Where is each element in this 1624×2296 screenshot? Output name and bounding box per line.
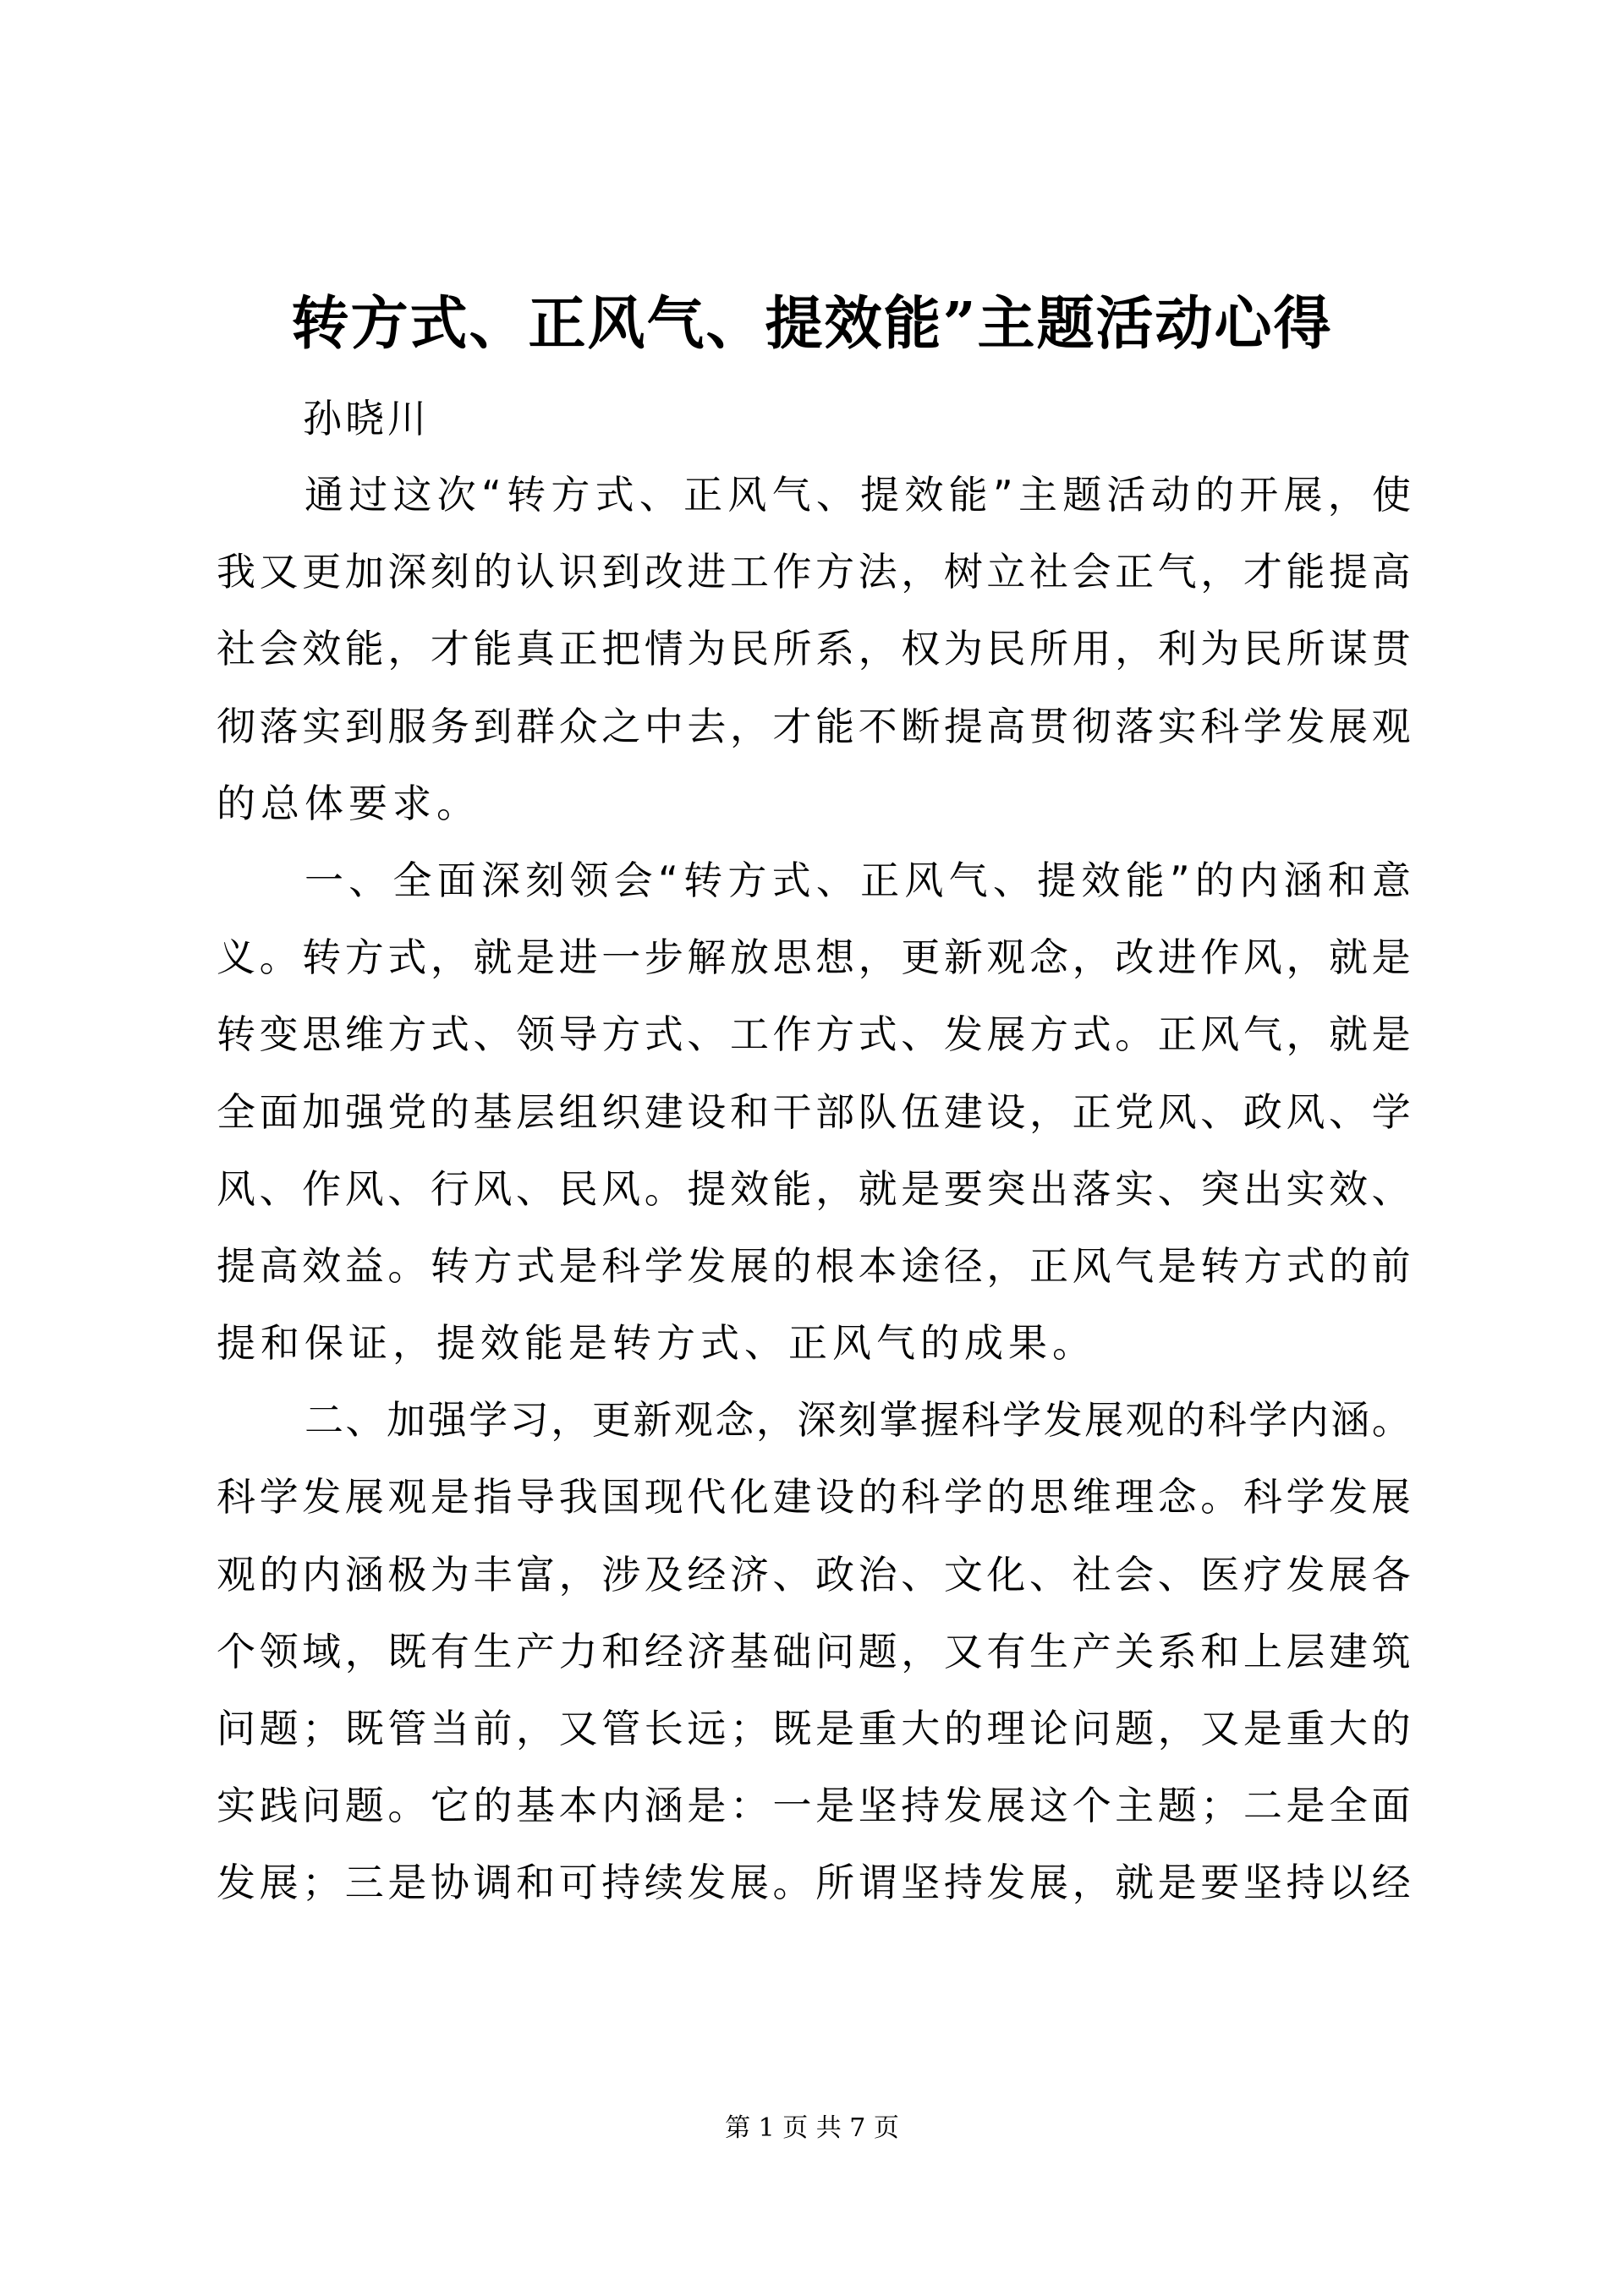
text-line: 发 展 ； 三 是 协 调 和 可 持 续 发 展 。 所 谓 坚 持 发 展 ， 就 是 要 坚 持 以 经 <box>217 1860 1411 1906</box>
text-line: 实 践 问 题 。 它 的 基 本 内 涵 是 ： 一 是 坚 持 发 展 这 个 主 题 ； 二 是 全 面 <box>217 1783 1411 1829</box>
text-line: 风 、 作 风 、 行 风 、 民 风 。 提 效 能 ， 就 是 要 突 出 落 实 、 突 出 实 效 、 <box>217 1165 1411 1212</box>
text-line: 义 。 转 方 式 ， 就 是 进 一 步 解 放 思 想 ， 更 新 观 念 ， 改 进 作 风 ， 就 是 <box>217 934 1411 981</box>
text-line: 全 面 加 强 党 的 基 层 组 织 建 设 和 干 部 队 伍 建 设 ， 正 党 风 、 政 风 、 学 <box>217 1088 1411 1135</box>
page-footer: 第 1 页 共 7 页 <box>725 2113 899 2143</box>
document-title: 转方式、正风气、提效能”主题活动心得 <box>291 290 1333 358</box>
text-line: 观 的 内 涵 极 为 丰 富 ， 涉 及 经 济 、 政 治 、 文 化 、 社 会 、 医 疗 发 展 各 <box>217 1551 1411 1597</box>
text-line: 转 变 思 维 方 式 、 领 导 方 式 、 工 作 方 式 、 发 展 方 式 。 正 风 气 ， 就 是 <box>217 1011 1411 1058</box>
text-line: 社 会 效 能 ， 才 能 真 正 把 情 为 民 所 系 ， 权 为 民 所 用 ， 利 为 民 所 谋 贯 <box>217 626 1411 672</box>
text-line: 的 总 体 要 求 。 <box>217 780 480 826</box>
text-line: 问 题 ； 既 管 当 前 ， 又 管 长 远 ； 既 是 重 大 的 理 论 问 题 ， 又 是 重 大 的 <box>217 1706 1411 1751</box>
text-line: 我 又 更 加 深 刻 的 认 识 到 改 进 工 作 方 法 ， 树 立 社 会 正 气 ， 才 能 提 高 <box>217 549 1411 595</box>
author-name: 孙晓川 <box>303 396 430 441</box>
document-body <box>217 457 1411 1922</box>
text-line: 彻 落 实 到 服 务 到 群 众 之 中 去 ， 才 能 不 断 提 高 贯 彻 落 实 科 学 发 展 观 <box>217 703 1411 749</box>
text-line: 一 、 全 面 深 刻 领 会 “ 转 方 式 、 正 风 气 、 提 效 能 ” 的 内 涵 和 意 <box>304 857 1411 903</box>
text-line: 个 领 域 ， 既 有 生 产 力 和 经 济 基 础 问 题 ， 又 有 生 产 关 系 和 上 层 建 筑 <box>217 1628 1411 1674</box>
text-line: 通 过 这 次 “ 转 方 式 、 正 风 气 、 提 效 能 ” 主 题 活 动 的 开 展 ， 使 <box>304 472 1411 518</box>
text-line: 二 、 加 强 学 习 ， 更 新 观 念 ， 深 刻 掌 握 科 学 发 展 观 的 科 学 内 涵 。 <box>304 1397 1411 1444</box>
text-line: 提 高 效 益 。 转 方 式 是 科 学 发 展 的 根 本 途 径 ， 正 风 气 是 转 方 式 的 前 <box>217 1242 1411 1289</box>
text-line: 科 学 发 展 观 是 指 导 我 国 现 代 化 建 设 的 科 学 的 思 维 理 念 。 科 学 发 展 <box>217 1474 1411 1521</box>
text-line: 提 和 保 证 ， 提 效 能 是 转 方 式 、 正 风 气 的 成 果 。 <box>217 1320 1096 1367</box>
